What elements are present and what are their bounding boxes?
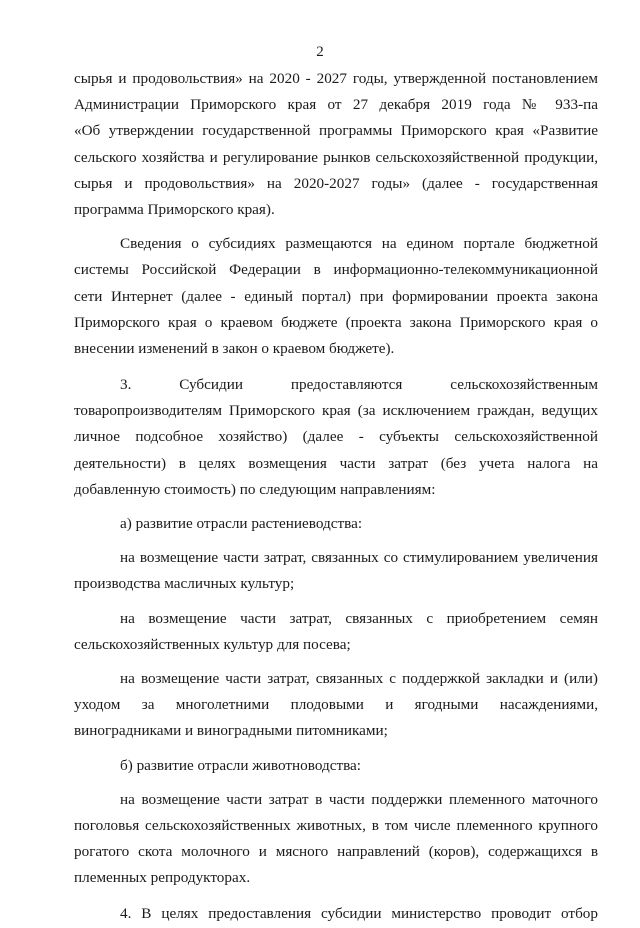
text-line: Приморского края о краевом бюджете (проекта закона Приморского края о: [74, 313, 598, 331]
text-line: поголовья сельскохозяйственных животных, в том числе племенного крупного: [74, 816, 598, 834]
text-line: личное подсобное хозяйство) (далее - субъекты сельскохозяйственной: [74, 428, 598, 446]
text-line: сети Интернет (далее - единый портал) при формировании проекта закона: [74, 287, 598, 305]
text-line: уходом за многолетними плодовыми и ягодными насаждениями,: [74, 696, 598, 714]
text-line: сырья и продовольствия» на 2020 - 2027 годы, утвержденной постановлением: [74, 70, 598, 87]
text-line: на возмещение части затрат в части поддержки племенного маточного: [120, 790, 598, 808]
text-line: товаропроизводителям Приморского края (за исключением граждан, ведущих: [74, 402, 598, 420]
text-line: 4. В целях предоставления субсидии министерство проводит отбор: [120, 905, 598, 923]
text-line: на возмещение части затрат, связанных с поддержкой закладки и (или): [120, 669, 598, 687]
text-line: рогатого скота молочного и мясного направлений (коров), содержащихся в: [74, 843, 598, 861]
text-line: добавленную стоимость) по следующим направлениям:: [74, 480, 436, 498]
text-line: программа Приморского края).: [74, 200, 275, 218]
text-line: производства масличных культур;: [74, 575, 295, 593]
text-line: а) развитие отрасли растениеводства:: [120, 515, 363, 532]
text-line: сельского хозяйства и регулирование рынков сельскохозяйственной продукции,: [74, 148, 598, 166]
document-body: [74, 66, 598, 928]
text-line: на возмещение части затрат, связанных с приобретением семян: [120, 609, 598, 627]
text-line: сельскохозяйственных культур для посева;: [74, 635, 351, 653]
text-line: на возмещение части затрат, связанных со стимулированием увеличения: [120, 549, 598, 567]
text-line: б) развитие отрасли животноводства:: [120, 756, 362, 774]
text-line: виноградниками и виноградными питомниками;: [74, 722, 388, 740]
text-line: деятельности) в целях возмещения части затрат (без учета налога на: [74, 454, 598, 472]
text-line: сырья и продовольствия» на 2020-2027 годы» (далее - государственная: [74, 174, 598, 192]
text-line: племенных репродукторах.: [74, 869, 251, 887]
text-line: «Об утверждении государственной программы Приморского края «Развитие: [74, 122, 598, 140]
text-line: Администрации Приморского края от 27 декабря 2019 года № 933-па: [74, 96, 598, 114]
text-line: 3. Субсидии предоставляются сельскохозяйственным: [120, 376, 598, 394]
text-line: внесении изменений в закон о краевом бюджете).: [74, 339, 395, 357]
page-number: 2: [316, 44, 324, 60]
text-line: системы Российской Федерации в информационно-телекоммуникационной: [74, 261, 598, 279]
text-line: Сведения о субсидиях размещаются на едином портале бюджетной: [120, 235, 598, 253]
